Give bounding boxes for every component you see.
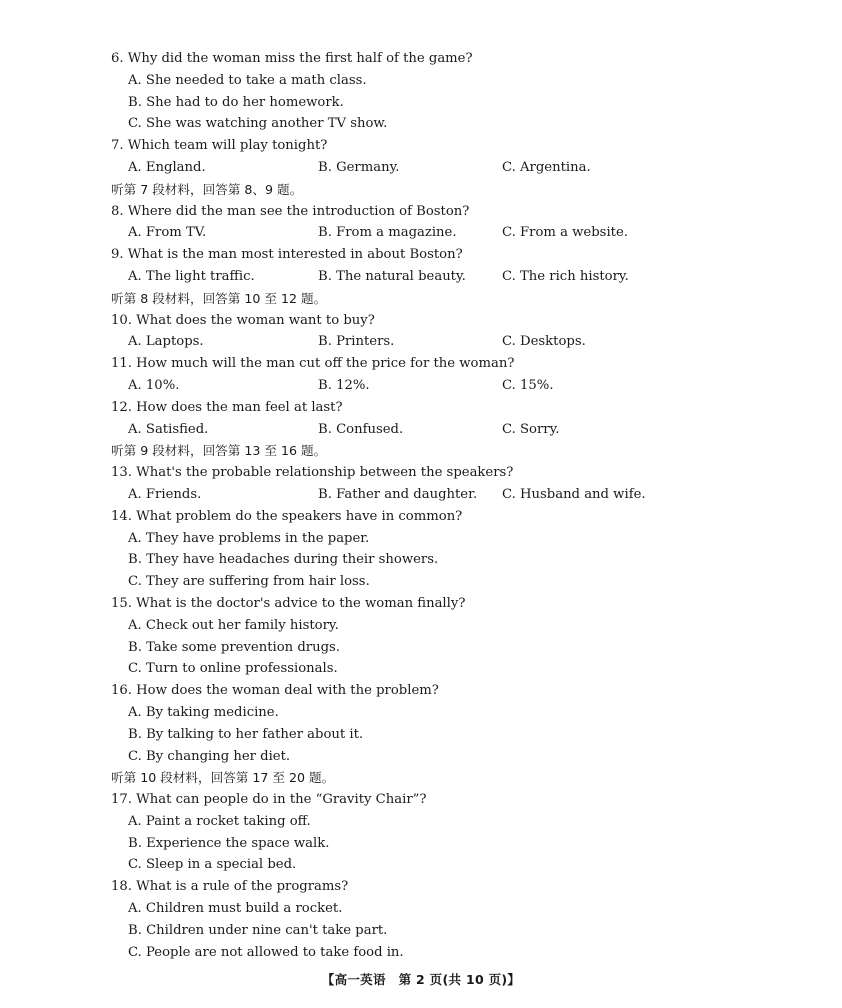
option-a: A. They have problems in the paper.: [128, 530, 370, 546]
option-b: B. Experience the space walk.: [128, 835, 330, 851]
option-b: B. From a magazine.: [318, 225, 457, 241]
option-b: B. 12%.: [318, 377, 370, 393]
options-row: [111, 157, 731, 179]
option-a: A. Laptops.: [128, 334, 204, 350]
option-b: B. Printers.: [318, 334, 395, 350]
page-footer: 【高一英语 第 2 页(共 10 页)】: [321, 972, 521, 987]
question-stem: 6. Why did the woman miss the first half of the game?: [111, 51, 473, 66]
option-c: C. Husband and wife.: [502, 486, 646, 502]
question-stem: 14. What problem do the speakers have in common?: [111, 508, 463, 524]
options-row: [111, 222, 731, 244]
question-stem: 17. What can people do in the “Gravity Chair”?: [111, 792, 427, 808]
option-a: A. Paint a rocket taking off.: [128, 813, 311, 829]
option-c: C. Argentina.: [502, 159, 591, 175]
option-c: C. Sleep in a special bed.: [128, 857, 297, 873]
section-heading: 听第 8 段材料，回答第 10 至 12 题。: [111, 290, 327, 306]
option-c: C. She was watching another TV show.: [128, 116, 388, 132]
option-c: C. From a website.: [502, 225, 628, 241]
section-heading: 听第 9 段材料，回答第 13 至 16 题。: [111, 443, 327, 459]
option-b: B. Take some prevention drugs.: [128, 639, 340, 655]
option-a: A. The light traffic.: [128, 268, 255, 284]
options-row: [111, 331, 731, 353]
option-a: A. Check out her family history.: [128, 617, 339, 633]
option-b: B. By talking to her father about it.: [128, 726, 364, 742]
option-c: C. The rich history.: [502, 268, 629, 284]
option-c: C. Turn to online professionals.: [128, 661, 338, 677]
question-stem: 12. How does the man feel at last?: [111, 399, 343, 415]
option-c: C. Sorry.: [502, 421, 560, 437]
option-a: A. England.: [128, 159, 206, 175]
question-stem: 8. Where did the man see the introduction of Boston?: [111, 203, 470, 219]
option-a: A. Satisfied.: [128, 421, 209, 437]
options-row: [111, 375, 731, 397]
option-a: A. She needed to take a math class.: [128, 72, 367, 88]
option-a: A. 10%.: [128, 377, 180, 393]
options-row: [111, 266, 731, 288]
option-b: B. She had to do her homework.: [128, 94, 344, 110]
option-b: B. Father and daughter.: [318, 486, 478, 502]
option-b: B. The natural beauty.: [318, 268, 466, 284]
option-c: C. People are not allowed to take food in.: [128, 944, 404, 960]
option-b: B. They have headaches during their showers.: [128, 552, 439, 568]
option-b: B. Confused.: [318, 421, 404, 437]
question-stem: 18. What is a rule of the programs?: [111, 879, 349, 895]
section-heading: 听第 7 段材料，回答第 8、9 题。: [111, 181, 303, 197]
section-heading: 听第 10 段材料，回答第 17 至 20 题。: [111, 770, 335, 786]
options-row: [111, 484, 731, 506]
option-c: C. Desktops.: [502, 334, 586, 350]
option-c: C. By changing her diet.: [128, 748, 291, 764]
option-b: B. Germany.: [318, 159, 400, 175]
option-a: A. Children must build a rocket.: [128, 901, 343, 917]
question-stem: 11. How much will the man cut off the price for the woman?: [111, 356, 515, 372]
option-a: A. Friends.: [128, 486, 202, 502]
option-b: B. Children under nine can't take part.: [128, 922, 388, 938]
options-row: [111, 419, 731, 441]
option-a: A. From TV.: [128, 225, 207, 241]
question-stem: 9. What is the man most interested in about Boston?: [111, 247, 463, 263]
option-a: A. By taking medicine.: [128, 704, 279, 720]
option-c: C. They are suffering from hair loss.: [128, 574, 370, 590]
question-stem: 10. What does the woman want to buy?: [111, 312, 375, 328]
question-stem: 15. What is the doctor's advice to the woman finally?: [111, 595, 466, 611]
question-stem: 7. Which team will play tonight?: [111, 138, 328, 154]
question-stem: 16. How does the woman deal with the problem?: [111, 683, 439, 699]
question-stem: 13. What's the probable relationship between the speakers?: [111, 465, 514, 481]
question-list: [111, 48, 731, 963]
option-c: C. 15%.: [502, 377, 554, 393]
